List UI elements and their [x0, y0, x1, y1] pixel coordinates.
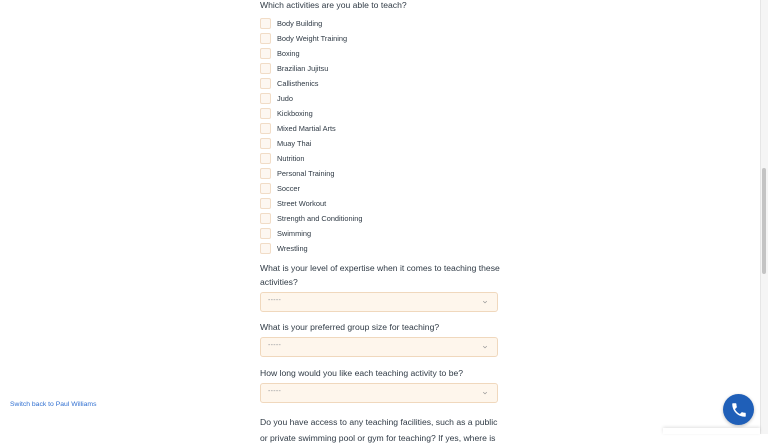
- activity-label: Brazilian Jujitsu: [277, 64, 329, 73]
- group-size-select-value: -----: [268, 342, 282, 349]
- activity-checkbox[interactable]: [260, 63, 271, 74]
- activity-checkbox[interactable]: [260, 168, 271, 179]
- phone-icon: [730, 401, 748, 419]
- activity-checkbox[interactable]: [260, 183, 271, 194]
- activity-option[interactable]: [260, 196, 500, 211]
- chevron-down-icon: [482, 390, 488, 396]
- activities-checklist: [260, 16, 500, 256]
- chevron-down-icon: [482, 299, 488, 305]
- activity-option[interactable]: [260, 46, 500, 61]
- activity-label: Strength and Conditioning: [277, 214, 363, 223]
- activity-option[interactable]: [260, 136, 500, 151]
- activity-label: Swimming: [277, 229, 312, 238]
- duration-select[interactable]: [260, 383, 498, 403]
- question-group-size: What is your preferred group size for teaching?: [260, 322, 440, 332]
- activity-option[interactable]: [260, 76, 500, 91]
- activity-option[interactable]: [260, 181, 500, 196]
- activity-option[interactable]: [260, 241, 500, 256]
- activity-option[interactable]: [260, 106, 500, 121]
- activity-option[interactable]: [260, 121, 500, 136]
- question-facilities: Do you have access to any teaching facilities, such as a public or private swimming pool or gym for teaching? If yes, where is: [260, 417, 498, 443]
- activity-checkbox[interactable]: [260, 18, 271, 29]
- scrollbar-thumb[interactable]: [762, 168, 766, 274]
- activity-option[interactable]: [260, 61, 500, 76]
- activity-checkbox[interactable]: [260, 153, 271, 164]
- activity-option[interactable]: [260, 91, 500, 106]
- question-duration: How long would you like each teaching activity to be?: [260, 368, 464, 378]
- activity-label: Kickboxing: [277, 109, 313, 118]
- activity-label: Personal Training: [277, 169, 335, 178]
- activity-checkbox[interactable]: [260, 108, 271, 119]
- activity-option[interactable]: [260, 226, 500, 241]
- activity-checkbox[interactable]: [260, 138, 271, 149]
- activity-label: Body Building: [277, 19, 323, 28]
- activity-label: Callisthenics: [277, 79, 319, 88]
- switch-back-link[interactable]: Switch back to Paul Williams: [10, 401, 97, 408]
- activity-checkbox[interactable]: [260, 33, 271, 44]
- activity-label: Nutrition: [277, 154, 305, 163]
- duration-select-value: -----: [268, 388, 282, 395]
- activity-checkbox[interactable]: [260, 243, 271, 254]
- chevron-down-icon: [482, 344, 488, 350]
- activity-label: Boxing: [277, 49, 300, 58]
- question-expertise: What is your level of expertise when it comes to teaching these activities?: [260, 263, 500, 287]
- activity-label: Muay Thai: [277, 139, 312, 148]
- activity-option[interactable]: [260, 166, 500, 181]
- activity-label: Wrestling: [277, 244, 308, 253]
- question-activities: Which activities are you able to teach?: [260, 0, 407, 10]
- expertise-select[interactable]: [260, 292, 498, 312]
- chat-panel-edge: [663, 428, 760, 434]
- activity-option[interactable]: [260, 16, 500, 31]
- activity-label: Mixed Martial Arts: [277, 124, 336, 133]
- activity-checkbox[interactable]: [260, 93, 271, 104]
- activity-checkbox[interactable]: [260, 198, 271, 209]
- expertise-select-value: -----: [268, 297, 282, 304]
- activity-label: Body Weight Training: [277, 34, 348, 43]
- call-button[interactable]: [723, 394, 754, 425]
- group-size-select[interactable]: [260, 337, 498, 357]
- activity-checkbox[interactable]: [260, 213, 271, 224]
- activity-label: Judo: [277, 94, 294, 103]
- activity-label: Street Workout: [277, 199, 327, 208]
- activity-checkbox[interactable]: [260, 228, 271, 239]
- activity-option[interactable]: [260, 31, 500, 46]
- activity-checkbox[interactable]: [260, 78, 271, 89]
- activity-label: Soccer: [277, 184, 301, 193]
- activity-option[interactable]: [260, 151, 500, 166]
- activity-option[interactable]: [260, 211, 500, 226]
- activity-checkbox[interactable]: [260, 48, 271, 59]
- teaching-form: [260, 0, 500, 446]
- activity-checkbox[interactable]: [260, 123, 271, 134]
